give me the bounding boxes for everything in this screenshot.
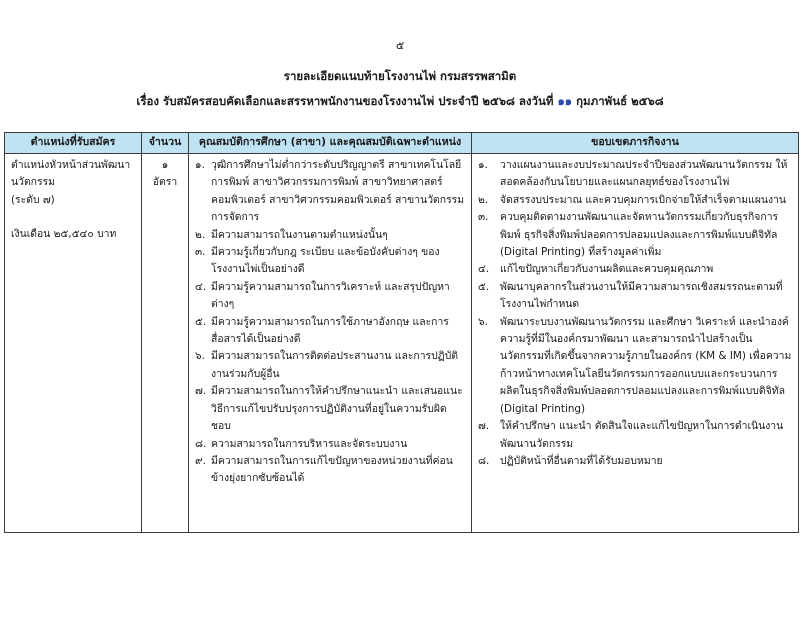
item-number: ๔. [478,263,490,276]
positions-table [4,132,799,533]
item-text: แก้ไขปัญหาเกี่ยวกับงานผลิตและควบคุมคุณภาพ [500,263,714,276]
item-number: ๖. [195,350,205,363]
header-duties: ขอบเขตภารกิจงาน [472,133,799,154]
qualification-item [195,348,465,383]
duties-cell [472,154,799,533]
qualification-item [195,436,465,453]
item-number: ๒. [195,228,206,241]
item-number: ๑. [478,159,488,171]
page-number: ๕ [395,39,405,52]
item-number: ๑. [195,159,205,171]
header-position: ตำแหน่งที่รับสมัคร [5,133,142,154]
count-number: ๑ [161,159,169,171]
table-row [5,154,799,533]
item-text: มีความรู้ความสามารถในการใช้ภาษาอังกฤษ และการสื่อสารได้เป็นอย่างดี [211,315,449,346]
item-text: ให้คำปรึกษา แนะนำ ตัดสินใจและแก้ไขปัญหาในการดำเนินงานพัฒนานวัตกรรม [500,420,784,450]
duty-item [478,314,792,418]
qualification-item [195,453,465,488]
item-number: ๒. [478,193,489,206]
item-number: ๕. [478,280,490,293]
item-number: ๔. [195,280,207,293]
qualifications-list [195,157,465,488]
item-text: ความสามารถในการบริหารและจัดระบบงาน [211,437,408,450]
item-text: จัดสรรงบประมาณ และควบคุมการเบิกจ่ายให้สำเร็จตามแผนงาน [500,193,787,206]
header-count: จำนวน [142,133,189,154]
item-text: มีความรู้ความสามารถในการวิเคราะห์ และสรุปปัญหาต่างๆ [211,280,450,311]
item-text: ปฏิบัติหน้าที่อื่นตามที่ได้รับมอบหมาย [500,454,663,467]
document-subject [0,93,800,111]
duties-list [478,157,792,470]
item-text: มีความสามารถในการแก้ไขปัญหาของหน่วยงานที่ค่อนข้างยุ่งยากซับซ้อนได้ [211,454,453,485]
duty-item [478,261,792,278]
duty-item [478,192,792,209]
count-unit: อัตรา [152,176,178,189]
duty-item [478,157,792,192]
subject-suffix: กุมภาพันธ์ ๒๕๖๘ [576,94,664,108]
item-number: ๙. [195,454,206,467]
qualification-item [195,383,465,435]
item-text: พัฒนาระบบงานพัฒนานวัตกรรม และศึกษา วิเคราะห์ และนำองค์ความรู้ที่มีในองค์กรมาพัฒนา และสามารถนำไปสร้างเป็นนวัตกรรมที่เกิดขึ้นจากความรู้ภายในองค์กร (KM & IM) เพื่อความก้าวหน้าทางเทคโนโลยีนวัตกรรมการออกแบบและกระบวนการผลิตในธุรกิจสิ่งพิมพ์ปลอดการปลอมแปลงและการพิมพ์แบบดิจิทัล (Digital Printing) [500,315,792,415]
item-text: วุฒิการศึกษาไม่ต่ำกว่าระดับปริญญาตรี สาขาเทคโนโลยีการพิมพ์ สาขาวิศวกรรมการพิมพ์ สาขาวิทยาศาสตร์คอมพิวเตอร์ สาขาวิศวกรรมคอมพิวเตอร์ สาขานวัตกรรมการจัดการ [211,159,465,224]
position-salary: เงินเดือน ๒๕,๕๔๐ บาท [11,228,117,241]
item-text: มีความสามารถในการติดต่อประสานงาน และการปฏิบัติงานร่วมกับผู้อื่น [211,350,459,380]
duty-item [478,453,792,470]
item-text: มีความสามารถในการให้คำปรึกษาแนะนำ และเสนอแนะวิธีการแก้ไขปรับปรุงการปฏิบัติงานที่อยู่ในความรับผิดชอบ [211,385,463,433]
item-number: ๕. [195,315,207,328]
item-number: ๘. [478,454,490,467]
item-number: ๓. [195,246,206,259]
item-text: มีความสามารถในงานตามตำแหน่งนั้นๆ [211,228,388,241]
duty-item [478,209,792,261]
position-name-line2: นวัตกรรม [11,176,55,189]
document-title: รายละเอียดแนบท้ายโรงงานไพ่ กรมสรรพสามิต [283,69,517,83]
qualification-item [195,227,465,244]
count-cell [142,154,189,533]
item-text: มีความรู้เกี่ยวกับกฎ ระเบียบ และข้อบังคับต่างๆ ของโรงงานไพ่เป็นอย่างดี [211,246,440,276]
subject-day: ๑๑ [557,94,573,108]
qualification-item [195,157,465,227]
qualification-item [195,244,465,279]
duty-item [478,418,792,453]
item-number: ๖. [478,315,488,328]
header-qualifications: คุณสมบัติการศึกษา (สาขา) และคุณสมบัติเฉพาะตำแหน่ง [189,133,472,154]
position-level: (ระดับ ๗) [11,193,55,206]
qualification-item [195,279,465,314]
item-text: วางแผนงานและงบประมาณประจำปีของส่วนพัฒนานวัตกรรม ให้สอดคล้องกับนโยบายและแผนกลยุทธ์ของโรงงานไพ่ [500,159,788,189]
item-text: ควบคุมติดตามงานพัฒนาและจัดหานวัตกรรมเกี่ยวกับธุรกิจการพิมพ์ ธุรกิจสิ่งพิมพ์ปลอดการปลอมแปลงและการพิมพ์แบบดิจิทัล (Digital Printing) ที่สร้างมูลค่าเพิ่ม [500,211,779,259]
subject-prefix: เรื่อง รับสมัครสอบคัดเลือกและสรรหาพนักงานของโรงงานไพ่ ประจำปี ๒๕๖๘ ลงวันที่ [136,94,554,108]
item-number: ๘. [195,437,207,450]
item-number: ๗. [478,420,490,433]
item-text: พัฒนาบุคลากรในส่วนงานให้มีความสามารถเชิงสมรรถนะตามที่โรงงานไพ่กำหนด [500,280,783,311]
position-cell [5,154,142,533]
item-number: ๓. [478,211,489,224]
qualifications-cell [189,154,472,533]
duty-item [478,279,792,314]
position-name-line1: ตำแหน่งหัวหน้าส่วนพัฒนา [11,159,131,171]
table-header-row [5,133,799,154]
item-number: ๗. [195,385,207,398]
qualification-item [195,314,465,349]
